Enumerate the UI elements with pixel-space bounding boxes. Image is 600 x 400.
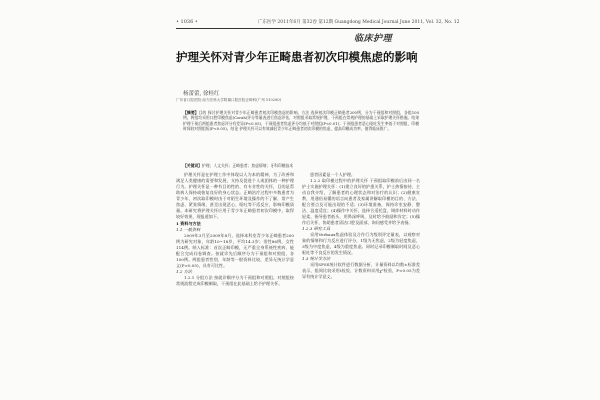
body-column-left bbox=[176, 172, 294, 396]
body-paragraph: 1.2.1 分组方法 按就诊顺序分为干预组和对照组。对照组按常规流程完成印模制取，干预组在此基础上给予护理关怀。 bbox=[176, 275, 294, 286]
section-heading: 1 资料与方法 bbox=[176, 221, 201, 226]
body-paragraph: 采用SPSS统计软件进行数据分析，计量资料以均数±标准差表示，组间比较采用t检验，计数资料采用χ²检验，P<0.05为差异有统计学意义。 bbox=[302, 262, 420, 279]
section-tag: 临床护理 bbox=[354, 34, 393, 44]
keywords-label: 【关键词】 bbox=[183, 163, 202, 168]
page-number: • 1036 • bbox=[176, 19, 198, 25]
article-title: 护理关怀对青少年正畸患者初次印模焦虑的影响 bbox=[176, 50, 418, 64]
article-authors: 杨蕾蕾, 徐桂红 bbox=[183, 91, 220, 97]
keywords-text: 护理；人文关怀；正畸患者；焦虑情绪；牙科印模技术 bbox=[201, 163, 294, 168]
section-heading: 1.1 一般资料 bbox=[176, 227, 201, 232]
body-paragraph: 护理关怀是在护理工作中体现以人为本的精神，为了改善和满足人类健康的需要和发展，支持及促进个人或团体的一种护理行为。护理关怀是一种有目的性的、有专业性的关怀，目的是帮助病人保持或恢复良好的身心状态。正畸治疗过程中多数患者为青少年，初次取印模时由于对陌生环境及操作的不了解，常产生焦虑、紧张情绪，甚至出现恶心、呕吐等不适反应，影响印模质量。本研究将护理关怀应用于青少年正畸患者初次印模中，取得较好效果，现报道如下。 bbox=[176, 172, 294, 219]
section-heading: 1.2.3 研究工具 bbox=[302, 226, 331, 231]
section-heading: 1.3 统计学方法 bbox=[302, 256, 331, 261]
journal-running-header: 广东医学 2011年6月 第32卷 第12期 Guangdong Medical Journal June 2011, Vol. 32, No. 12 bbox=[258, 20, 460, 25]
body-column-right bbox=[302, 172, 420, 396]
body-paragraph: 患者因素是一个人护理。 bbox=[310, 172, 356, 177]
abstract bbox=[183, 110, 419, 160]
section-heading: 1.2 方法 bbox=[176, 269, 192, 274]
body-paragraph: 1.2.2 取印模过程中的护理关怀 干预组取印模前后由同一名护士实施护理关怀：(1)建立良好的护患关系，护士热情接待，主动自我介绍，了解患者的心理状态和对治疗的认识；(2)健康宣教，用通俗易懂的语言向患者及家属讲解取印模的目的、方法、配合要点及可能出现的不适；(3)环境准备，保持诊室安静、整洁、温度适宜；(4)操作中关怀，选择合适托盘，调拌材料时动作轻柔，指导患者低头、用鼻深呼吸，及时给予鼓励和肯定；(5)操作后关怀，协助患者清洁口腔及面部，询问感受并给予表扬。 bbox=[302, 178, 420, 225]
abstract-label: 【摘要】 bbox=[183, 110, 199, 115]
keywords bbox=[183, 163, 419, 169]
body-paragraph: 2009年3月至2009年8月，选择本科室青少年正畸患者200例为研究对象，年龄10~18岁，平均14.3岁；男性86例，女性114例。纳入标准：首次正畸印模，无严重全身系统性疾病，能配合完成问卷调查。按就诊先后顺序分为干预组和对照组，各100例。两组患者性别、年龄等一般资料比较，差异无统计学意义(P>0.05)，具有可比性。 bbox=[176, 233, 294, 268]
article-affiliation: 广东省口腔医院·南方医科大学附属口腔医院正畸科(广州 510280) bbox=[176, 98, 282, 102]
abstract-text: 目的 探讨护理关怀对青少年正畸患者初次印模焦虑的影响。方法 选择初次印模正畸患者200例，分为干预组和对照组，各组100例。两组均采用口腔印模焦虑(Corah)评分等量表进行焦虑评估，对照组采取常规护理，干预组在常规护理的基础上采取护理关怀措施。结果 护理干预后两组患者焦虑评分有差异(P<0.05)，干预组患者焦虑评分均低于对照组(P<0.01)；干预组患者恶心呕吐发生率低于对照组，印模时间较对照组短(P<0.05)。结论 护理关怀可以有效减轻青少年正畸患者初次印模的焦虑，提高印模成功率，值得临床推广。 bbox=[183, 110, 419, 132]
header-divider bbox=[176, 28, 420, 29]
body-paragraph: 采用Verbaux焦虑体验及合作行为级别评定量表，以观察对象的情绪和行为反应进行评分，1级为无焦虑，2级为轻度焦虑，3级为中度焦虑，4级为重度焦虑。同时记录印模制取时间及恶心呕吐等不良反应的发生情况。 bbox=[302, 232, 420, 255]
